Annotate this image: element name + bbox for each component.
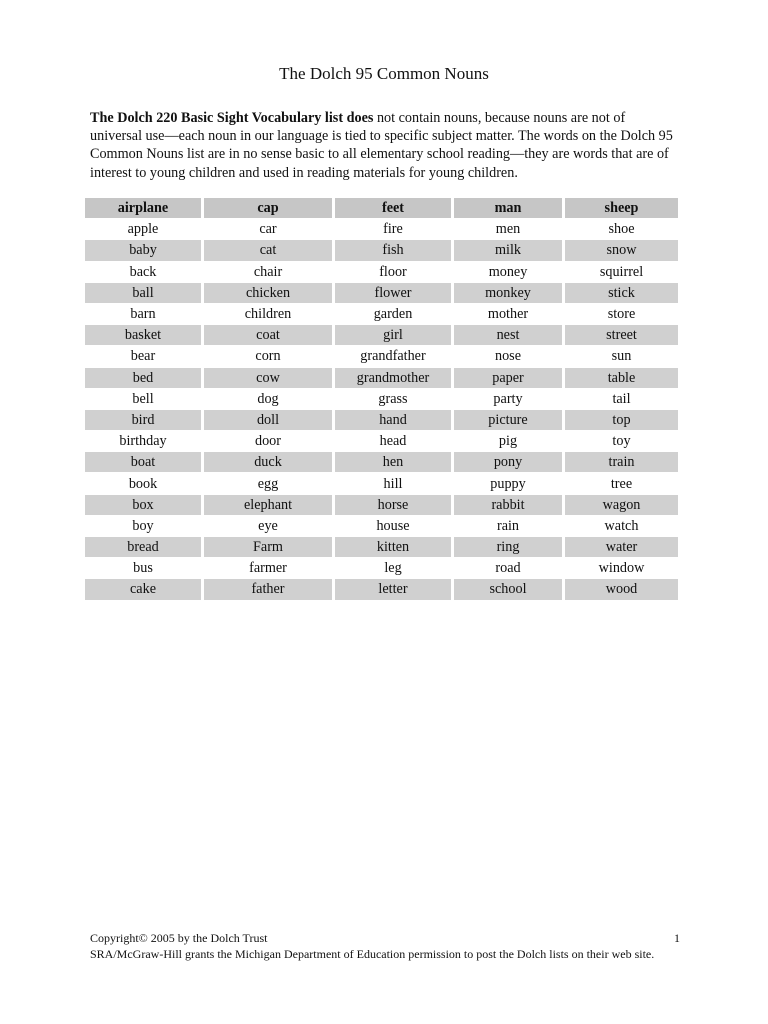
column-header: man [454,198,562,218]
table-cell: doll [204,410,332,430]
table-cell: grandfather [335,346,451,366]
column-header: feet [335,198,451,218]
table-cell: puppy [454,473,562,493]
table-header-row [85,198,678,218]
intro-paragraph [90,109,680,182]
table-cell: bus [85,558,201,578]
table-cell: pony [454,452,562,472]
table-cell: leg [335,558,451,578]
table-cell: grass [335,389,451,409]
table-row [85,579,678,599]
table-cell: hand [335,410,451,430]
table-row [85,304,678,324]
table-cell: basket [85,325,201,345]
table-cell: nest [454,325,562,345]
page-number: 1 [674,931,680,945]
table-cell: bird [85,410,201,430]
table-cell: hen [335,452,451,472]
table-cell: ball [85,283,201,303]
table-cell: father [204,579,332,599]
table-cell: squirrel [565,262,678,282]
table-cell: shoe [565,219,678,239]
table-cell: window [565,558,678,578]
table-cell: duck [204,452,332,472]
table-cell: bed [85,368,201,388]
table-cell: fish [335,240,451,260]
table-cell: bread [85,537,201,557]
table-cell: farmer [204,558,332,578]
table-cell: boy [85,516,201,536]
table-cell: paper [454,368,562,388]
table-cell: party [454,389,562,409]
table-row [85,346,678,366]
copyright-notice: Copyright© 2005 by the Dolch Trust [90,931,268,945]
table-row [85,452,678,472]
table-cell: wood [565,579,678,599]
table-body [85,219,678,599]
table-cell: street [565,325,678,345]
table-cell: bell [85,389,201,409]
table-row [85,495,678,515]
column-header: sheep [565,198,678,218]
column-header: airplane [85,198,201,218]
table-row [85,325,678,345]
table-cell: chair [204,262,332,282]
table-cell: money [454,262,562,282]
table-cell: elephant [204,495,332,515]
table-cell: milk [454,240,562,260]
intro-body: not contain nouns, because nouns are not of universal use—each noun in our language is tied to specific subject matter. The words on the Dolch 95 Common Nouns list are in no sense basic to all elementary school reading—they are words that are of interest to young children and used in reading materials for young children. [90,110,673,181]
table-row [85,368,678,388]
intro-bold-lead: The Dolch 220 Basic Sight Vocabulary list does [90,110,374,126]
table-cell: top [565,410,678,430]
table-row [85,410,678,430]
table-row [85,473,678,493]
table-cell: nose [454,346,562,366]
table-cell: hill [335,473,451,493]
table-cell: door [204,431,332,451]
table-cell: school [454,579,562,599]
table-cell: stick [565,283,678,303]
table-row [85,537,678,557]
table-cell: cat [204,240,332,260]
table-row [85,389,678,409]
footer [90,931,680,962]
table-cell: boat [85,452,201,472]
table-cell: cake [85,579,201,599]
table-cell: dog [204,389,332,409]
table-cell: snow [565,240,678,260]
table-cell: bear [85,346,201,366]
table-row [85,240,678,260]
table-cell: car [204,219,332,239]
table-cell: coat [204,325,332,345]
table-cell: sun [565,346,678,366]
table-cell: men [454,219,562,239]
table-cell: road [454,558,562,578]
table-cell: eye [204,516,332,536]
table-cell: picture [454,410,562,430]
table-cell: letter [335,579,451,599]
table-cell: ring [454,537,562,557]
table-cell: fire [335,219,451,239]
table-row [85,516,678,536]
table-cell: back [85,262,201,282]
table-cell: mother [454,304,562,324]
table-cell: cow [204,368,332,388]
table-cell: house [335,516,451,536]
table-cell: grandmother [335,368,451,388]
page-title: The Dolch 95 Common Nouns [279,64,489,83]
table-cell: egg [204,473,332,493]
table-cell: water [565,537,678,557]
table-cell: rabbit [454,495,562,515]
table-cell: chicken [204,283,332,303]
table-cell: table [565,368,678,388]
table-cell: tail [565,389,678,409]
column-header: cap [204,198,332,218]
table-cell: book [85,473,201,493]
table-cell: floor [335,262,451,282]
table-cell: baby [85,240,201,260]
table-cell: store [565,304,678,324]
table-cell: garden [335,304,451,324]
table-cell: tree [565,473,678,493]
table-cell: girl [335,325,451,345]
table-cell: monkey [454,283,562,303]
table-cell: flower [335,283,451,303]
table-cell: pig [454,431,562,451]
table-cell: train [565,452,678,472]
table-row [85,431,678,451]
table-row [85,283,678,303]
table-cell: children [204,304,332,324]
table-row [85,558,678,578]
common-nouns-table [82,197,681,601]
table-cell: kitten [335,537,451,557]
permission-notice: SRA/McGraw-Hill grants the Michigan Department of Education permission to post the Dolch lists on their web site. [90,946,655,961]
table-cell: corn [204,346,332,366]
table-cell: rain [454,516,562,536]
table-cell: head [335,431,451,451]
table-row [85,262,678,282]
table-cell: birthday [85,431,201,451]
table-cell: watch [565,516,678,536]
table-cell: Farm [204,537,332,557]
table-cell: box [85,495,201,515]
table-cell: toy [565,431,678,451]
table-cell: apple [85,219,201,239]
table-row [85,219,678,239]
table-cell: wagon [565,495,678,515]
table-cell: horse [335,495,451,515]
table-cell: barn [85,304,201,324]
